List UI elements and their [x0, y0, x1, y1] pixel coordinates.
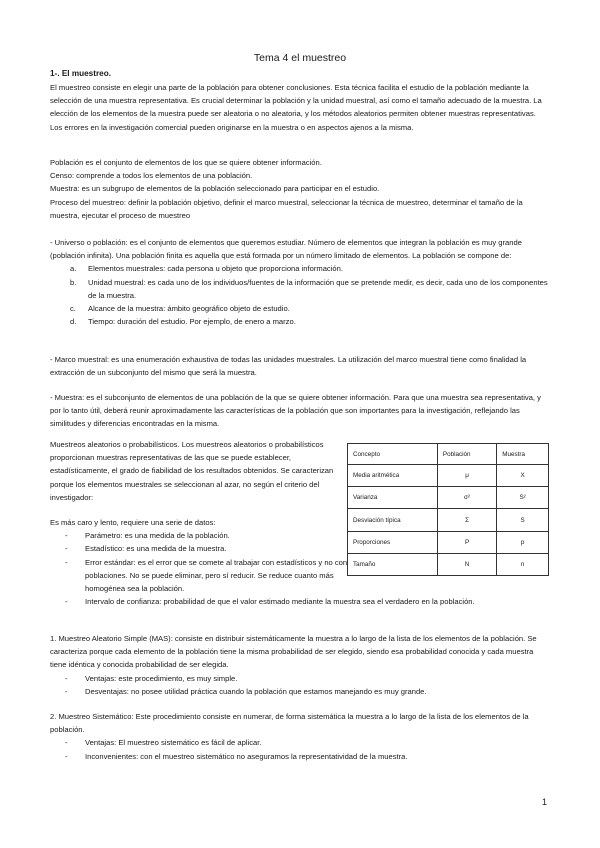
list-marker: c. [70, 304, 76, 314]
universo-paragraph: - Universo o población: es el conjunto de elementos que queremos estudiar. Número de elementos que integran la población es muy grande (población infinita). Una población finita es aquella que está formada por un número limitado de elementos. La población se compone de: [50, 238, 522, 261]
table-cell: σ² [437, 487, 496, 509]
table-cell: P [437, 532, 496, 554]
list-item-text: Unidad muestral: es cada uno de los individuos/fuentes de la información que se pretende medir, es decir, cada uno de los componentes de la muestra. [88, 277, 548, 300]
table-cell: Varianza [348, 487, 438, 509]
muestra-paragraph: - Muestra: es el subconjunto de elementos de una población de la que se quiere obtener información. Para que una muestra sea representativa, y por lo tanto útil, deberá reunir aproximadamente las características de la población que son importantes para la investigación, reflejando las similitudes y diferencias encontradas en la misma. [50, 393, 541, 429]
table-row [348, 465, 549, 487]
list-item-text: Inconvenientes: con el muestreo sistemático no aseguramos la representatividad de la muestra. [85, 751, 408, 761]
mas-paragraph: 1. Muestreo Aleatorio Simple (MAS): consiste en distribuir sistemáticamente la muestra a lo largo de la lista de los elementos de la población. Se caracteriza porque cada elemento de la población tiene la misma probabilidad de ser elegido, siendo esa probabilidad conocida y cada muestra tiene idéntica y conocida probabilidad de ser elegida. [50, 634, 537, 670]
list-item [50, 736, 550, 749]
table-cell: Σ [437, 509, 496, 532]
aleatorios-paragraph: Muestreos aleatorios o probabilísticos. Los muestreos aleatorios o probabilísticos proporcionan muestras representativas de las que se puede establecer, estadísticamente, el grado de fiabilidad de los resultados obtenidos. Se caracterizan porque los elementos muestrales se seleccionan al azar, no según el criterio del investigador: [50, 440, 334, 502]
list-item-text: Alcance de la muestra: ámbito geográfico objeto de estudio. [88, 304, 290, 314]
list-marker: - [65, 597, 68, 607]
list-item-text: Ventajas: El muestreo sistemático es fácil de aplicar. [85, 738, 262, 748]
list-item [50, 556, 350, 596]
table-cell: p [497, 532, 549, 554]
section-heading: 1-. El muestreo. [50, 69, 111, 78]
definitions-block [50, 156, 550, 222]
list-item [50, 685, 550, 698]
table-header: Muestra [497, 444, 549, 465]
table-cell: μ [437, 465, 496, 487]
list-item-text: Estadístico: es una medida de la muestra. [85, 544, 227, 554]
table-cell: Tamaño [348, 554, 438, 576]
list-marker: - [65, 557, 68, 567]
table-cell: Proporciones [348, 532, 438, 554]
list-item [50, 276, 550, 302]
table-cell: Media aritmética [348, 465, 438, 487]
datos-block [50, 516, 550, 608]
definition-censo: Censo: comprende a todos los elementos de una población. [50, 171, 253, 181]
list-marker: - [65, 544, 68, 554]
definition-proceso: Proceso del muestreo: definir la población objetivo, definir el marco muestral, seleccionar la técnica de muestreo, determinar el tamaño de la muestra, ejecutar el proceso de muestreo [50, 197, 523, 220]
sistematico-list [50, 736, 550, 762]
datos-list-continued [50, 595, 550, 608]
list-item [50, 262, 550, 275]
table-row [348, 487, 549, 509]
sistematico-block [50, 710, 550, 763]
definition-poblacion: Población es el conjunto de elementos de los que se quiere obtener información. [50, 158, 322, 167]
table-cell: S [497, 509, 549, 532]
list-item-text: Parámetro: es una medida de la población. [85, 531, 230, 541]
list-item [50, 302, 550, 315]
list-marker: b. [70, 277, 77, 287]
mas-list [50, 672, 550, 698]
sistematico-paragraph: 2. Muestreo Sistemático: Este procedimiento consiste en numerar, de forma sistemática la muestra a lo largo de la lista de los elementos de la población. [50, 712, 529, 735]
mas-block [50, 632, 550, 698]
table-cell: n [497, 554, 549, 576]
list-item-text: Error estándar: es el error que se comete al trabajar con estadísticos y no con poblaciones. No se puede eliminar, pero sí reducir. Se reduce cuanto más homogénea sea la población. [85, 557, 348, 594]
list-marker: d. [70, 317, 77, 327]
list-item [50, 529, 350, 542]
table-cell: S² [497, 487, 549, 509]
page-number: 1 [542, 797, 548, 807]
caro-line: Es más caro y lento, requiere una serie de datos: [50, 518, 216, 527]
list-item-text: Intervalo de confianza: probabilidad de que el valor estimado mediante la muestra sea el verdadero en la población. [85, 597, 475, 607]
list-item [50, 750, 550, 763]
list-item [50, 595, 550, 608]
universo-block [50, 236, 550, 328]
list-marker: - [65, 686, 68, 696]
universo-list [50, 262, 550, 328]
marco-paragraph: - Marco muestral: es una enumeración exhaustiva de todas las unidades muestrales. La utilización del marco muestral tiene como finalidad la extracción de un subconjunto del mismo que será la muestra. [50, 355, 527, 378]
list-item-text: Elementos muestrales: cada persona u objeto que proporciona información. [88, 264, 343, 274]
list-marker: - [65, 751, 68, 761]
list-item [50, 542, 350, 555]
definition-muestra: Muestra: es un subgrupo de elementos de la población seleccionado para participar en el estudio. [50, 184, 380, 194]
list-item [50, 672, 550, 685]
list-marker: - [65, 738, 68, 748]
table-cell: Desviación típica [348, 509, 438, 532]
intro-paragraph: El muestreo consiste en elegir una parte de la población para obtener conclusiones. Esta técnica facilita el estudio de la población mediante la selección de una muestra representativa. Es crucial determinar la población y la unidad muestral, así como el tamaño adecuado de la muestra. La elección de los elementos de la muestra puede ser aleatoria o no aleatoria, y los métodos aleatorios permiten obtener muestras representativas. Los errores en la investigación comercial pueden originarse en la muestra o en aspectos ajenos a la misma. [50, 83, 542, 132]
table-cell: X [497, 465, 549, 487]
table-header: Población [437, 444, 496, 465]
list-marker: - [65, 673, 68, 683]
table-header: Concepto [348, 444, 438, 465]
table-cell: N [437, 554, 496, 576]
list-marker: - [65, 531, 68, 541]
list-item [50, 315, 550, 328]
list-item-text: Ventajas: este procedimiento, es muy simple. [85, 673, 238, 683]
table-header-row [348, 444, 549, 465]
datos-list [50, 529, 350, 595]
page-title: Tema 4 el muestreo [253, 52, 347, 64]
list-item-text: Desventajas: no posee utilidad práctica cuando la población que estamos manejando es muy grande. [85, 686, 427, 696]
list-item-text: Tiempo: duración del estudio. Por ejemplo, de enero a marzo. [88, 317, 296, 327]
list-marker: a. [70, 264, 77, 274]
